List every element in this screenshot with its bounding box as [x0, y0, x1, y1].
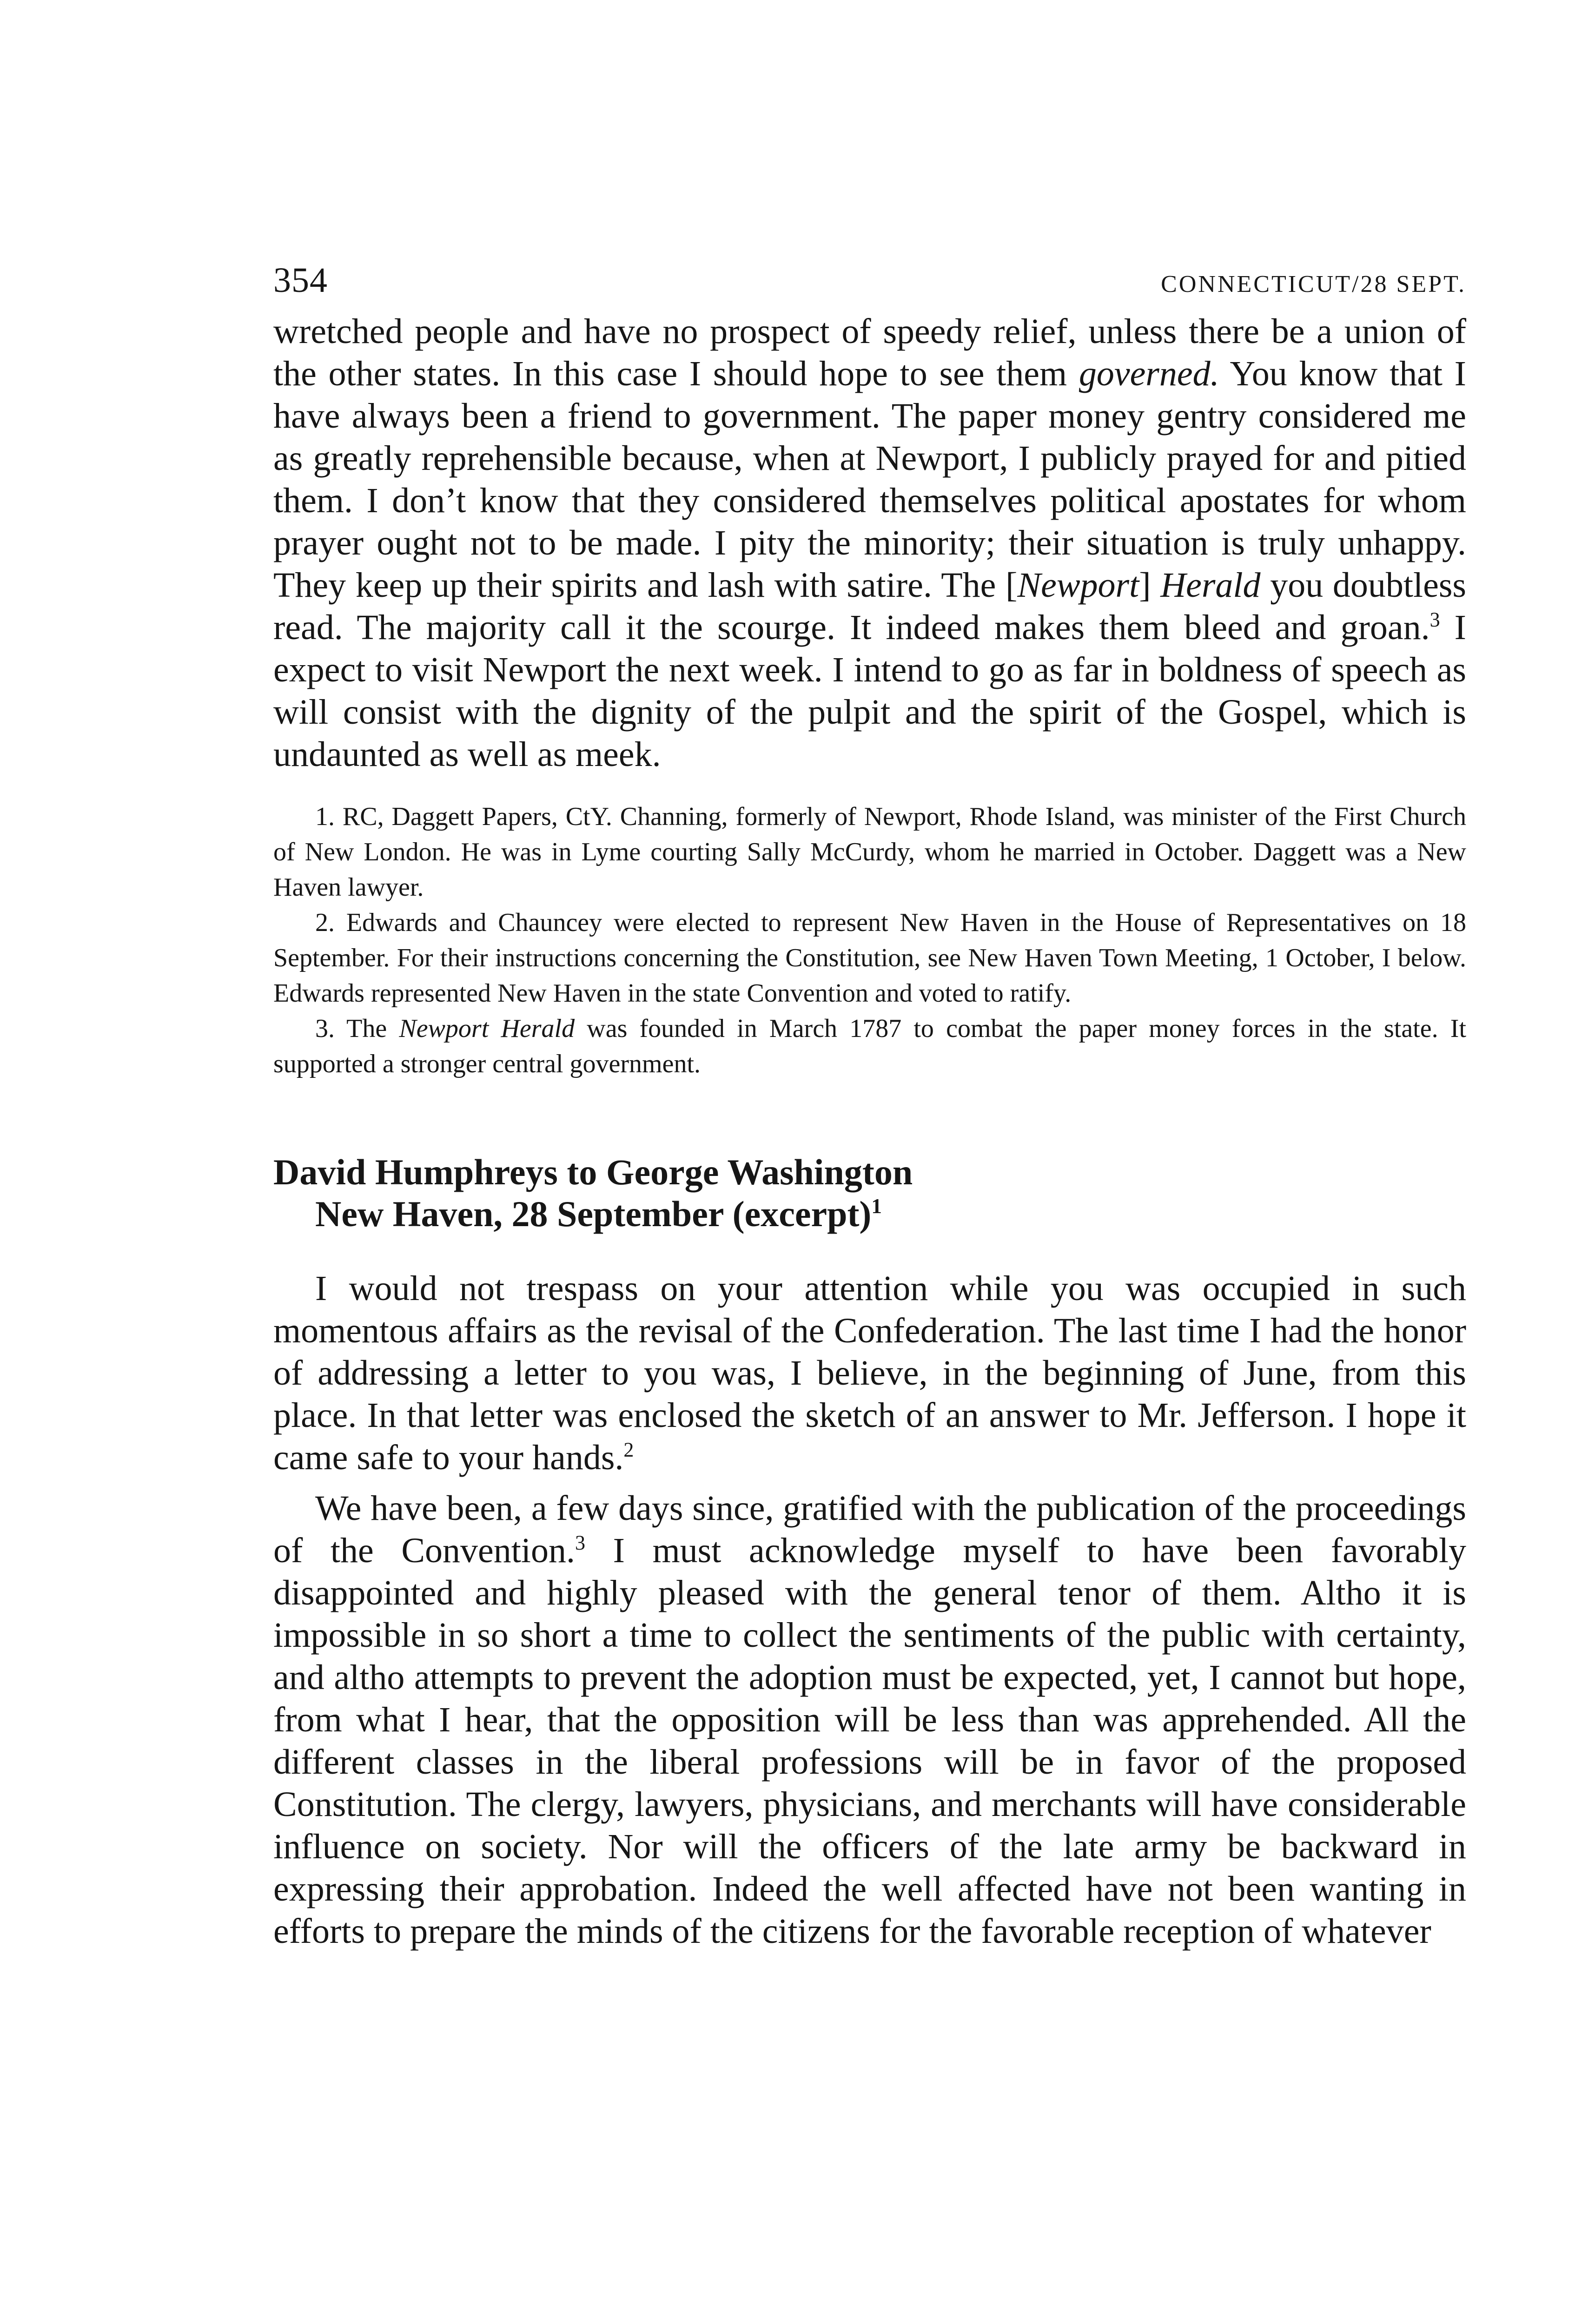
document-heading [273, 1151, 1466, 1235]
footnote-3: 3. The Newport Herald was founded in March 1787 to combat the paper money forces in the state. It supported a stronger central government. [273, 1014, 1466, 1078]
footnotes-section [273, 799, 1466, 1082]
letter-body [273, 1268, 1466, 1953]
book-page [273, 260, 1466, 1953]
page-number: 354 [273, 261, 328, 300]
footnote-ref-2: 2 [623, 1438, 634, 1461]
footnote-ref-1: 1 [871, 1194, 882, 1218]
letter-paragraph-2: We have been, a few days since, gratified with the publication of the proceedings of the Convention.$^3$ I must acknowledge myself to have been favorably disappointed and highly pleased with the general tenor of them. Altho it is impossible in so short a time to collect the sentiments of the public with certainty, and altho attempts to prevent the adoption must be expected, yet, I cannot but hope, from what I hear, that the opposition will be less than was apprehended. All the different classes in the liberal professions will be in favor of the proposed Constitution. The clergy, lawyers, physicians, and merchants will have considerable influence on society. Nor will the officers of the late army be backward in expressing their approbation. Indeed the well affected have not been wanting in efforts to prepare the minds of the citizens for the favorable reception of whatever [273, 1489, 1466, 1951]
document-subtitle: New Haven, 28 September (excerpt)$^1$ [315, 1194, 882, 1234]
footnote-2: 2. Edwards and Chauncey were elected to represent New Haven in the House of Representatives on 18 September. For their instructions concerning the Constitution, see New Haven Town Meeting, 1 October, I below. Edwards represented New Haven in the state Convention and voted to ratify. [273, 908, 1466, 1008]
running-title: CONNECTICUT/28 SEPT. [1161, 271, 1466, 297]
footnote-1: 1. RC, Daggett Papers, CtY. Channing, formerly of Newport, Rhode Island, was minister of the First Church of New London. He was in Lyme courting Sally McCurdy, whom he married in October. Daggett was a New Haven lawyer. [273, 802, 1466, 902]
continued-letter-paragraph: wretched people and have no prospect of speedy relief, unless there be a union of the other states. In this case I should hope to see them governed. You know that I have always been a friend to government. The paper money gentry considered me as greatly reprehensible because, when at Newport, I publicly prayed for and pitied them. I don’t know that they considered themselves political apostates for whom prayer ought not to be made. I pity the minority; their situation is truly unhappy. They keep up their spirits and lash with satire. The [Newport] Herald you doubtless read. The majority call it the scourge. It indeed makes them bleed and groan.$^3$ I expect to visit Newport the next week. I intend to go as far in boldness of speech as will consist with the dignity of the pulpit and the spirit of the Gospel, which is undaunted as well as meek. [273, 312, 1466, 774]
footnote-ref-3b: 3 [575, 1531, 586, 1554]
footnote-ref-3: 3 [1429, 608, 1440, 631]
letter-paragraph-1: I would not trespass on your attention while you was occupied in such momentous affairs as the revisal of the Confederation. The last time I had the honor of addressing a letter to you was, I believe, in the beginning of June, from this place. In that letter was enclosed the sketch of an answer to Mr. Jefferson. I hope it came safe to your hands.$^2$ [273, 1269, 1466, 1477]
running-header [273, 260, 1466, 307]
document-title: David Humphreys to George Washington [273, 1152, 913, 1192]
